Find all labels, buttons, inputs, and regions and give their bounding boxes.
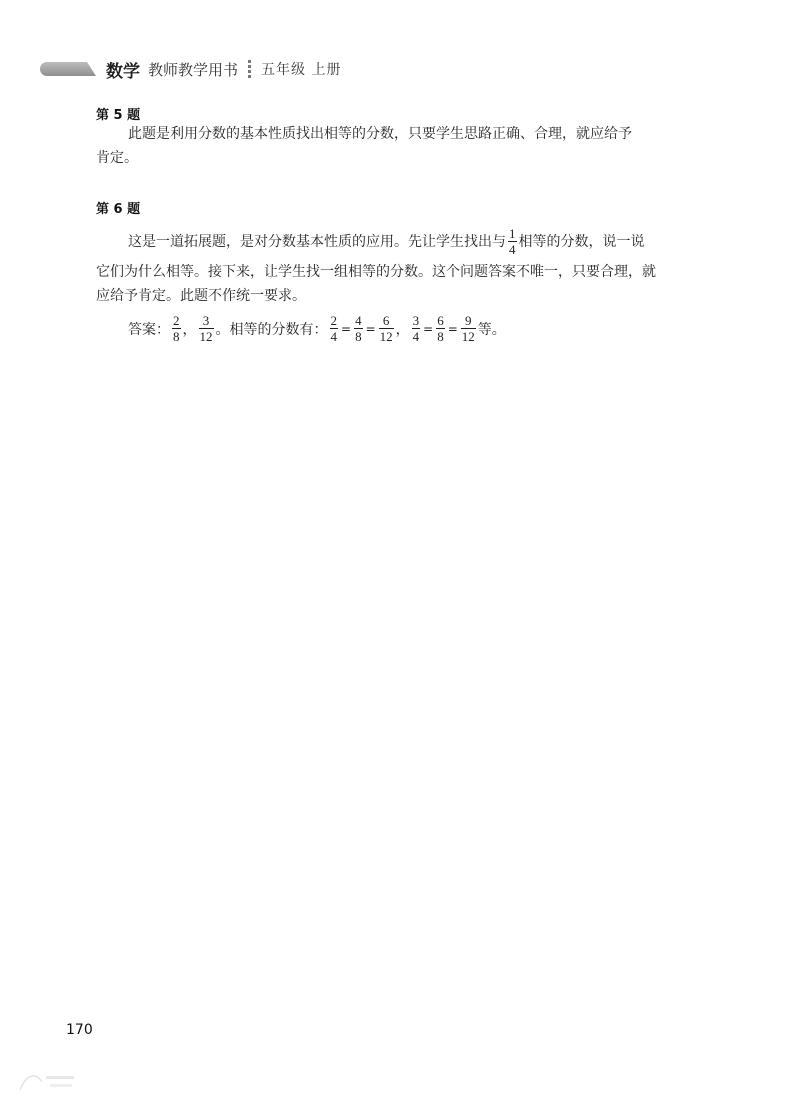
answer-end-text: 等。 bbox=[477, 321, 506, 338]
answer-label: 答案： bbox=[128, 321, 170, 338]
fraction-numerator: 2 bbox=[330, 313, 337, 328]
answer-comma: ， bbox=[182, 321, 197, 338]
chain2-fraction bbox=[436, 313, 445, 344]
section-6-line-1-post: 相等的分数，说一说 bbox=[518, 233, 645, 250]
fraction-denominator: 12 bbox=[461, 329, 475, 344]
chain1-fraction bbox=[354, 313, 363, 344]
header-tab-shape bbox=[40, 62, 96, 76]
equals-sign: = bbox=[341, 321, 352, 336]
section-5-line-1: 此题是利用分数的基本性质找出相等的分数，只要学生思路正确、合理，就应给予 bbox=[128, 126, 632, 142]
header-book-title: 教师教学用书 bbox=[148, 60, 239, 79]
fraction-one-quarter bbox=[508, 226, 517, 257]
section-6-line-1 bbox=[128, 226, 645, 257]
fraction-numerator: 6 bbox=[382, 313, 390, 328]
answer-comma: ， bbox=[395, 321, 410, 338]
answer-fraction bbox=[172, 313, 181, 344]
fraction-numerator: 6 bbox=[437, 313, 444, 328]
fraction-denominator: 12 bbox=[379, 329, 393, 344]
section-heading-5: 第 5 题 bbox=[96, 108, 141, 123]
fraction-numerator: 1 bbox=[509, 226, 516, 241]
page-number: 170 bbox=[66, 1022, 93, 1038]
fraction-denominator: 12 bbox=[199, 329, 213, 344]
header-grade: 五年级 上册 bbox=[261, 62, 342, 78]
fraction-numerator: 3 bbox=[202, 313, 210, 328]
header-subject: 数学 bbox=[106, 61, 140, 82]
equals-sign: = bbox=[365, 321, 376, 336]
chain2-fraction bbox=[461, 313, 476, 344]
watermark-logo bbox=[16, 1068, 78, 1098]
section-6-line-2: 它们为什么相等。接下来，让学生找一组相等的分数。这个问题答案不唯一，只要合理，就 bbox=[96, 264, 656, 280]
answer-line bbox=[128, 313, 506, 344]
equals-sign: = bbox=[447, 321, 458, 336]
header-separator bbox=[248, 60, 251, 78]
fraction-numerator: 3 bbox=[412, 313, 420, 328]
section-6-line-1-pre: 这是一道拓展题，是对分数基本性质的应用。先让学生找出与 bbox=[128, 233, 506, 250]
fraction-denominator: 4 bbox=[330, 329, 337, 344]
answer-fraction bbox=[199, 313, 214, 344]
fraction-denominator: 4 bbox=[509, 242, 516, 257]
fraction-denominator: 8 bbox=[173, 329, 180, 344]
running-header bbox=[106, 56, 341, 82]
equals-sign: = bbox=[423, 321, 434, 336]
fraction-numerator: 2 bbox=[173, 313, 180, 328]
section-5-line-2: 肯定。 bbox=[96, 150, 138, 166]
section-heading-6: 第 6 题 bbox=[96, 202, 141, 217]
fraction-denominator: 4 bbox=[412, 329, 420, 344]
fraction-denominator: 8 bbox=[437, 329, 444, 344]
answer-mid-text: 。相等的分数有： bbox=[215, 321, 328, 338]
fraction-numerator: 4 bbox=[355, 313, 362, 328]
chain2-fraction bbox=[412, 313, 421, 344]
chain1-fraction bbox=[379, 313, 394, 344]
fraction-denominator: 8 bbox=[355, 329, 362, 344]
section-6-line-3: 应给予肯定。此题不作统一要求。 bbox=[96, 288, 306, 304]
chain1-fraction bbox=[330, 313, 339, 344]
fraction-numerator: 9 bbox=[465, 313, 472, 328]
